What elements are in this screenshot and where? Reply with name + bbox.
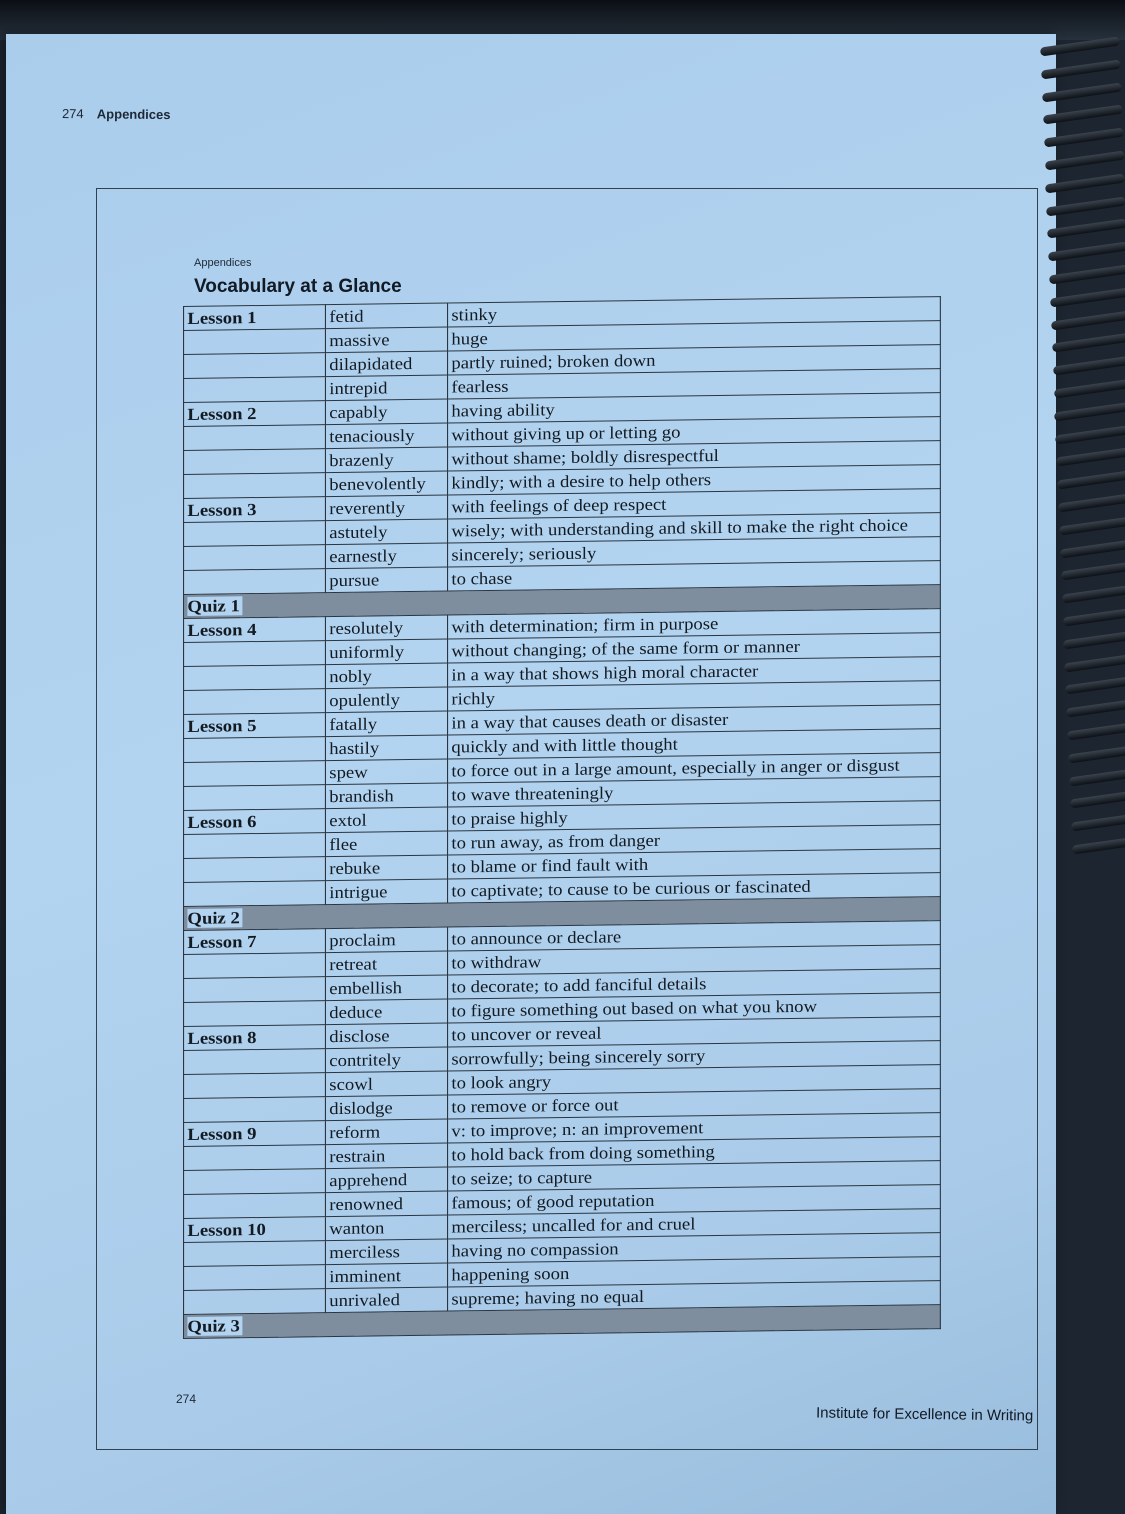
spiral-coil bbox=[1045, 173, 1125, 193]
lesson-label bbox=[184, 1049, 326, 1075]
lesson-label bbox=[184, 1265, 326, 1291]
vocab-word: spew bbox=[325, 759, 447, 785]
lesson-label: Lesson 3 bbox=[184, 497, 326, 523]
spiral-coil bbox=[1060, 561, 1125, 581]
header-section: Appendices bbox=[96, 106, 171, 123]
spiral-coil bbox=[1047, 219, 1125, 239]
vocab-definition: to decorate; to add fanciful details bbox=[448, 969, 941, 999]
lesson-label bbox=[184, 329, 326, 355]
vocab-word: reverently bbox=[325, 495, 447, 521]
vocab-definition: to force out in a large amount, especially in anger or disgust bbox=[448, 753, 941, 783]
vocab-definition: to blame or find fault with bbox=[448, 849, 941, 879]
vocab-word: contritely bbox=[325, 1047, 447, 1073]
spiral-coil bbox=[1069, 766, 1125, 786]
vocab-definition: merciless; uncalled for and cruel bbox=[448, 1209, 941, 1239]
lesson-label: Lesson 8 bbox=[184, 1025, 326, 1051]
spiral-coil bbox=[1042, 82, 1122, 102]
vocab-word: dislodge bbox=[325, 1095, 447, 1121]
spiral-coil bbox=[1043, 128, 1123, 148]
quiz-label: Quiz 2 bbox=[187, 908, 242, 928]
vocab-word: hastily bbox=[325, 735, 447, 761]
lesson-label: Lesson 9 bbox=[184, 1121, 326, 1147]
vocab-definition: without changing; of the same form or manner bbox=[448, 633, 941, 663]
vocab-definition: to seize; to capture bbox=[448, 1161, 941, 1191]
vocab-definition: with feelings of deep respect bbox=[448, 489, 941, 519]
lesson-label bbox=[184, 521, 326, 547]
lesson-label bbox=[184, 1193, 326, 1219]
spiral-binding bbox=[1040, 30, 1125, 880]
vocab-definition: to run away, as from danger bbox=[448, 825, 941, 855]
vocab-word: nobly bbox=[325, 663, 447, 689]
vocab-definition: to chase bbox=[448, 561, 941, 591]
spiral-coil bbox=[1055, 424, 1125, 444]
header-page-number: 274 bbox=[61, 106, 84, 122]
vocab-word: fatally bbox=[325, 711, 447, 737]
vocab-word: earnestly bbox=[325, 543, 447, 569]
spiral-coil bbox=[1063, 629, 1125, 649]
vocab-definition: v: to improve; n: an improvement bbox=[448, 1113, 941, 1143]
vocab-word: astutely bbox=[325, 519, 447, 545]
publisher-name: Institute for Excellence in Writing bbox=[815, 1404, 1034, 1425]
quiz-label: Quiz 1 bbox=[187, 596, 242, 616]
vocab-definition: to announce or declare bbox=[448, 921, 941, 951]
vocab-word: rebuke bbox=[325, 855, 447, 881]
vocab-definition: stinky bbox=[448, 297, 941, 327]
vocab-word: benevolently bbox=[325, 471, 447, 497]
vocab-definition: having no compassion bbox=[448, 1233, 941, 1263]
spiral-coil bbox=[1060, 538, 1125, 558]
spiral-coil bbox=[1056, 447, 1125, 467]
lesson-label bbox=[184, 1073, 326, 1099]
vocab-word: imminent bbox=[325, 1263, 447, 1289]
spiral-coil bbox=[1058, 492, 1125, 512]
lesson-label bbox=[184, 1097, 326, 1123]
lesson-label bbox=[184, 545, 326, 571]
spiral-coil bbox=[1051, 310, 1125, 330]
vocab-word: proclaim bbox=[325, 927, 447, 953]
vocab-word: massive bbox=[325, 327, 447, 353]
vocab-word: wanton bbox=[325, 1215, 447, 1241]
lesson-label bbox=[184, 641, 326, 667]
vocab-definition: without giving up or letting go bbox=[448, 417, 941, 447]
vocab-word: restrain bbox=[325, 1143, 447, 1169]
lesson-label bbox=[184, 689, 326, 715]
spiral-coil bbox=[1066, 698, 1125, 718]
spiral-coil bbox=[1044, 150, 1124, 170]
spiral-coil bbox=[1062, 606, 1125, 626]
vocab-word: renowned bbox=[325, 1191, 447, 1217]
vocab-word: deduce bbox=[325, 999, 447, 1025]
page-title: Vocabulary at a Glance bbox=[194, 276, 402, 297]
lesson-label: Lesson 6 bbox=[184, 809, 326, 835]
vocab-definition: to wave threateningly bbox=[448, 777, 941, 807]
spiral-coil bbox=[1057, 470, 1125, 490]
vocab-word: fetid bbox=[325, 303, 447, 329]
vocab-word: capably bbox=[325, 399, 447, 425]
lesson-label bbox=[184, 1241, 326, 1267]
spiral-coil bbox=[1064, 652, 1125, 672]
vocab-definition: partly ruined; broken down bbox=[448, 345, 941, 375]
vocab-word: dilapidated bbox=[325, 351, 447, 377]
running-header bbox=[62, 106, 171, 122]
vocab-word: uniformly bbox=[325, 639, 447, 665]
vocab-definition: to hold back from doing something bbox=[448, 1137, 941, 1167]
lesson-label bbox=[184, 761, 326, 787]
vocab-definition: without shame; boldly disrespectful bbox=[448, 441, 941, 471]
vocab-definition: wisely; with understanding and skill to make the right choice bbox=[448, 513, 941, 543]
vocab-definition: happening soon bbox=[448, 1257, 941, 1287]
spiral-coil bbox=[1059, 515, 1125, 535]
spiral-coil bbox=[1046, 196, 1125, 216]
vocab-word: reform bbox=[325, 1119, 447, 1145]
lesson-label bbox=[184, 953, 326, 979]
lesson-label bbox=[184, 1169, 326, 1195]
lesson-label: Lesson 10 bbox=[184, 1217, 326, 1243]
vocab-definition: to captivate; to cause to be curious or fascinated bbox=[448, 873, 941, 903]
vocab-definition: having ability bbox=[448, 393, 941, 423]
spiral-coil bbox=[1051, 333, 1125, 353]
lesson-label: Lesson 7 bbox=[184, 929, 326, 955]
vocab-word: tenaciously bbox=[325, 423, 447, 449]
lesson-label bbox=[184, 857, 326, 883]
vocab-definition: in a way that causes death or disaster bbox=[448, 705, 941, 735]
lesson-label: Lesson 4 bbox=[184, 617, 326, 643]
spiral-coil bbox=[1041, 59, 1121, 79]
lesson-label: Lesson 5 bbox=[184, 713, 326, 739]
lesson-label bbox=[184, 977, 326, 1003]
spiral-coil bbox=[1071, 834, 1125, 854]
spiral-coil bbox=[1065, 675, 1125, 695]
vocab-word: brazenly bbox=[325, 447, 447, 473]
spiral-coil bbox=[1040, 36, 1120, 56]
vocab-definition: to withdraw bbox=[448, 945, 941, 975]
vocab-definition: huge bbox=[448, 321, 941, 351]
lesson-label: Lesson 1 bbox=[184, 305, 326, 331]
vocab-definition: in a way that shows high moral character bbox=[448, 657, 941, 687]
lesson-label bbox=[184, 1001, 326, 1027]
vocab-definition: with determination; firm in purpose bbox=[448, 609, 941, 639]
vocab-definition: fearless bbox=[448, 369, 941, 399]
vocab-definition: to remove or force out bbox=[448, 1089, 941, 1119]
spiral-coil bbox=[1054, 401, 1125, 421]
lesson-label bbox=[184, 1289, 326, 1315]
vocab-word: flee bbox=[325, 831, 447, 857]
vocab-definition: sincerely; seriously bbox=[448, 537, 941, 567]
spiral-coil bbox=[1048, 242, 1125, 262]
lesson-label bbox=[184, 665, 326, 691]
vocab-word: retreat bbox=[325, 951, 447, 977]
spiral-coil bbox=[1049, 264, 1125, 284]
vocab-word: merciless bbox=[325, 1239, 447, 1265]
lesson-label bbox=[184, 473, 326, 499]
vocab-word: intrigue bbox=[325, 879, 447, 905]
vocab-word: resolutely bbox=[325, 615, 447, 641]
vocab-definition: sorrowfully; being sincerely sorry bbox=[448, 1041, 941, 1071]
vocab-word: unrivaled bbox=[325, 1287, 447, 1313]
vocab-definition: to figure something out based on what you know bbox=[448, 993, 941, 1023]
vocab-word: intrepid bbox=[325, 375, 447, 401]
vocab-word: scowl bbox=[325, 1071, 447, 1097]
vocab-definition: famous; of good reputation bbox=[448, 1185, 941, 1215]
lesson-label bbox=[184, 425, 326, 451]
lesson-label bbox=[184, 833, 326, 859]
vocab-word: disclose bbox=[325, 1023, 447, 1049]
section-label: Appendices bbox=[194, 257, 252, 269]
lesson-label bbox=[184, 737, 326, 763]
spiral-coil bbox=[1042, 105, 1122, 125]
lesson-label bbox=[184, 881, 326, 907]
vocab-definition: to look angry bbox=[448, 1065, 941, 1095]
vocab-definition: to uncover or reveal bbox=[448, 1017, 941, 1047]
spiral-coil bbox=[1070, 812, 1125, 832]
spiral-coil bbox=[1052, 356, 1125, 376]
vocab-definition: supreme; having no equal bbox=[448, 1281, 941, 1311]
spiral-coil bbox=[1069, 789, 1125, 809]
spiral-coil bbox=[1053, 378, 1125, 398]
spiral-coil bbox=[1061, 584, 1125, 604]
vocab-word: brandish bbox=[325, 783, 447, 809]
vocab-word: opulently bbox=[325, 687, 447, 713]
vocab-definition: richly bbox=[448, 681, 941, 711]
footer-page-number: 274 bbox=[176, 1392, 197, 1406]
lesson-label: Lesson 2 bbox=[184, 401, 326, 427]
lesson-label bbox=[184, 1145, 326, 1171]
vocab-definition: to praise highly bbox=[448, 801, 941, 831]
vocab-word: pursue bbox=[325, 567, 447, 593]
vocabulary-table bbox=[183, 296, 941, 1339]
spiral-coil bbox=[1050, 287, 1125, 307]
spiral-coil bbox=[1068, 743, 1125, 763]
vocab-word: apprehend bbox=[325, 1167, 447, 1193]
quiz-label: Quiz 3 bbox=[187, 1316, 242, 1336]
spiral-coil bbox=[1067, 720, 1125, 740]
lesson-label bbox=[184, 377, 326, 403]
vocab-word: embellish bbox=[325, 975, 447, 1001]
lesson-label bbox=[184, 353, 326, 379]
lesson-label bbox=[184, 785, 326, 811]
lesson-label bbox=[184, 449, 326, 475]
vocab-definition: kindly; with a desire to help others bbox=[448, 465, 941, 495]
lesson-label bbox=[184, 569, 326, 595]
vocab-word: extol bbox=[325, 807, 447, 833]
vocab-definition: quickly and with little thought bbox=[448, 729, 941, 759]
